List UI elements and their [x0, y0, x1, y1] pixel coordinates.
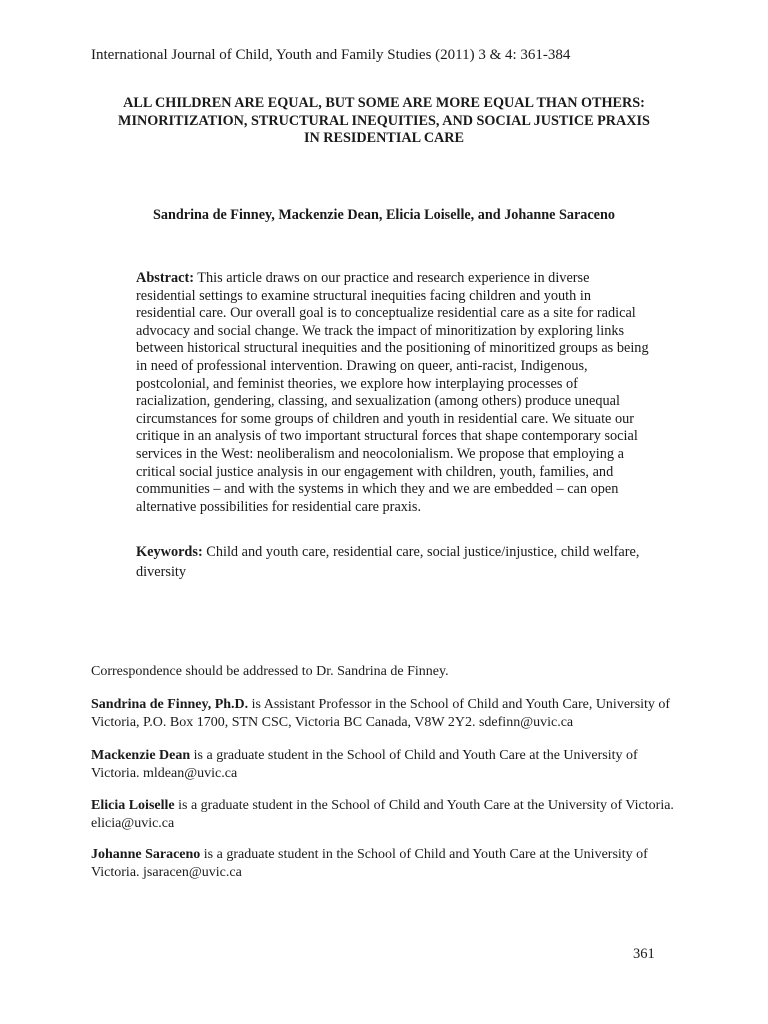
- affiliation-name: Elicia Loiselle: [91, 798, 175, 813]
- affiliation-line: Victoria, P.O. Box 1700, STN CSC, Victoria BC Canada, V8W 2Y2. sdefinn@uvic.ca: [91, 714, 574, 730]
- affiliation-line-first: [91, 797, 691, 815]
- abstract-line: in need of professional intervention. Drawing on queer, anti-racist, Indigenous,: [136, 357, 588, 374]
- page-number: 361: [633, 946, 655, 962]
- affiliation-line-first: [91, 747, 691, 765]
- affiliation-name: Mackenzie Dean: [91, 748, 191, 763]
- affiliation-text: is a graduate student in the School of Child and Youth Care at the University of Victoria.: [174, 798, 674, 813]
- affiliation-line-first: [91, 846, 691, 864]
- affiliation-name: Johanne Saraceno: [91, 847, 201, 862]
- author-list: Sandrina de Finney, Mackenzie Dean, Elicia Loiselle, and Johanne Saraceno: [153, 207, 615, 223]
- abstract-line: advocacy and social change. We track the impact of minoritization by exploring links: [136, 322, 625, 339]
- affiliation-saraceno: [91, 846, 691, 881]
- abstract-line: services in the West: neoliberalism and neocolonialism. We propose that employing a: [136, 445, 624, 462]
- keywords: [136, 542, 681, 582]
- article-title: [90, 95, 678, 148]
- affiliation-text: is a graduate student in the School of Child and Youth Care at the University of: [200, 847, 648, 862]
- affiliation-text: is Assistant Professor in the School of Child and Youth Care, University of: [248, 697, 671, 712]
- affiliation-de-finney: [91, 696, 691, 731]
- abstract-line: alternative possibilities for residential care praxis.: [136, 498, 422, 515]
- abstract-line: racialization, gendering, classing, and sexualization (among others) produce unequal: [136, 393, 620, 410]
- abstract-line: critique in an analysis of two important structural forces that shape contemporary social: [136, 428, 638, 445]
- abstract-line: circumstances for some groups of children and youth in residential care. We situate our: [136, 410, 635, 427]
- title-line: IN RESIDENTIAL CARE: [303, 130, 465, 146]
- keywords-text: Child and youth care, residential care, social justice/injustice, child welfare,: [202, 544, 640, 560]
- abstract: [136, 270, 681, 516]
- abstract-line: residential settings to examine structural inequities facing children and youth in: [136, 287, 591, 304]
- abstract-line: communities – and with the systems in which they and we are embedded – can open: [136, 481, 619, 498]
- affiliation-line: Victoria. jsaracen@uvic.ca: [91, 864, 242, 880]
- abstract-line: between historical structural inequities and the positioning of minoritized groups as being: [136, 340, 649, 357]
- affiliation-line-first: [91, 696, 691, 714]
- affiliation-dean: [91, 747, 691, 782]
- abstract-line-first: [136, 270, 681, 288]
- abstract-line: critical social justice analysis in our engagement with children, youth, families, and: [136, 463, 614, 480]
- affiliation-text: is a graduate student in the School of Child and Youth Care at the University of: [190, 748, 638, 763]
- title-line: ALL CHILDREN ARE EQUAL, BUT SOME ARE MORE EQUAL THAN OTHERS:: [123, 95, 645, 111]
- affiliation-line: Victoria. mldean@uvic.ca: [91, 765, 238, 781]
- keywords-line-first: [136, 542, 681, 562]
- keywords-line: diversity: [136, 564, 187, 580]
- affiliation-loiselle: [91, 797, 691, 832]
- abstract-line: residential care. Our overall goal is to conceptualize residential care as a site for radical: [136, 305, 636, 322]
- correspondence-note: Correspondence should be addressed to Dr. Sandrina de Finney.: [91, 664, 449, 679]
- title-line: MINORITIZATION, STRUCTURAL INEQUITIES, AND SOCIAL JUSTICE PRAXIS: [118, 112, 650, 129]
- abstract-line: postcolonial, and feminist theories, we explore how interplaying processes of: [136, 375, 578, 392]
- affiliation-line: elicia@uvic.ca: [91, 815, 175, 831]
- abstract-text: This article draws on our practice and research experience in diverse: [193, 270, 590, 286]
- abstract-label: Abstract:: [136, 270, 194, 286]
- journal-header: International Journal of Child, Youth and Family Studies (2011) 3 & 4: 361-384: [91, 47, 571, 63]
- keywords-label: Keywords:: [136, 544, 203, 560]
- affiliation-name: Sandrina de Finney, Ph.D.: [91, 697, 249, 712]
